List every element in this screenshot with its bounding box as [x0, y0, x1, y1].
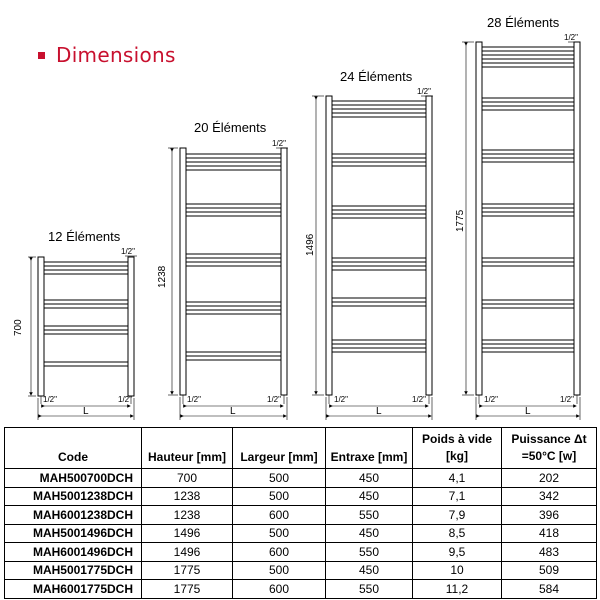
cell-poids: 9,5 [413, 543, 502, 562]
cell-poids: 11,2 [413, 580, 502, 599]
cell-entraxe: 450 [326, 524, 413, 543]
radiator-12-elements [13, 229, 137, 420]
cell-puissance: 396 [502, 506, 597, 525]
cell-largeur: 500 [233, 561, 326, 580]
cell-largeur: 500 [233, 469, 326, 488]
width-label: L [525, 406, 531, 417]
cell-hauteur: 1238 [142, 506, 233, 525]
cell-largeur: 500 [233, 524, 326, 543]
header-largeur: Largeur [mm] [233, 428, 326, 469]
pipe-left-label: 1/2" [334, 395, 348, 404]
cell-largeur: 600 [233, 543, 326, 562]
cell-code: MAH5001775DCH [5, 561, 142, 580]
cell-code: MAH6001775DCH [5, 580, 142, 599]
header-poids-line1: Poids à vide [421, 432, 493, 446]
cell-largeur: 500 [233, 487, 326, 506]
cell-entraxe: 450 [326, 469, 413, 488]
pipe-right-label: 1/2" [118, 395, 132, 404]
pipe-top-label: 1/2" [121, 247, 135, 256]
cell-hauteur: 700 [142, 469, 233, 488]
table-row [5, 524, 597, 543]
radiator-24-elements [305, 69, 433, 420]
cell-code: MAH5001496DCH [5, 524, 142, 543]
height-label: 1775 [455, 209, 466, 232]
width-label: L [230, 406, 236, 417]
header-poids-line2: [kg] [446, 449, 468, 463]
cell-largeur: 600 [233, 580, 326, 599]
cell-hauteur: 1496 [142, 543, 233, 562]
pipe-right-label: 1/2" [560, 395, 574, 404]
cell-puissance: 202 [502, 469, 597, 488]
header-poids [413, 428, 502, 469]
tube-bars [332, 101, 426, 352]
elements-label: 12 Éléments [48, 229, 121, 244]
header-entraxe: Entraxe [mm] [326, 428, 413, 469]
cell-puissance: 483 [502, 543, 597, 562]
width-label: L [376, 406, 382, 417]
cell-poids: 7,9 [413, 506, 502, 525]
tube-bars [44, 262, 128, 366]
header-hauteur: Hauteur [mm] [142, 428, 233, 469]
table-row [5, 469, 597, 488]
cell-poids: 8,5 [413, 524, 502, 543]
cell-puissance: 584 [502, 580, 597, 599]
pipe-left-label: 1/2" [187, 395, 201, 404]
cell-poids: 4,1 [413, 469, 502, 488]
table-row [5, 487, 597, 506]
section-heading-text: Dimensions [56, 43, 176, 67]
tube-bars [482, 47, 574, 352]
cell-entraxe: 550 [326, 580, 413, 599]
specifications-table [4, 427, 597, 599]
cell-hauteur: 1775 [142, 561, 233, 580]
table-header-row [5, 428, 597, 469]
cell-hauteur: 1775 [142, 580, 233, 599]
cell-poids: 10 [413, 561, 502, 580]
cell-hauteur: 1238 [142, 487, 233, 506]
header-puissance-line2: =50°C [w] [521, 449, 577, 463]
cell-hauteur: 1496 [142, 524, 233, 543]
height-label: 700 [13, 319, 24, 336]
elements-label: 28 Éléments [487, 15, 560, 30]
header-puissance-line1: Puissance Δt [511, 432, 587, 446]
cell-code: MAH5001238DCH [5, 487, 142, 506]
cell-entraxe: 450 [326, 561, 413, 580]
cell-puissance: 342 [502, 487, 597, 506]
header-code: Code [5, 428, 142, 469]
table-row [5, 580, 597, 599]
pipe-top-label: 1/2" [272, 139, 286, 148]
pipe-right-label: 1/2" [267, 395, 281, 404]
pipe-left-label: 1/2" [43, 395, 57, 404]
radiator-20-elements [157, 120, 288, 420]
table-row [5, 506, 597, 525]
table-row [5, 543, 597, 562]
tube-bars [186, 154, 281, 360]
pipe-top-label: 1/2" [564, 33, 578, 42]
pipe-top-label: 1/2" [417, 87, 431, 96]
cell-entraxe: 550 [326, 506, 413, 525]
cell-puissance: 418 [502, 524, 597, 543]
cell-largeur: 600 [233, 506, 326, 525]
cell-poids: 7,1 [413, 487, 502, 506]
radiator-28-elements [455, 15, 580, 420]
cell-entraxe: 450 [326, 487, 413, 506]
header-puissance [502, 428, 597, 469]
cell-entraxe: 550 [326, 543, 413, 562]
cell-code: MAH500700DCH [5, 469, 142, 488]
width-label: L [83, 406, 89, 417]
table-row [5, 561, 597, 580]
cell-code: MAH6001496DCH [5, 543, 142, 562]
height-label: 1496 [305, 233, 316, 256]
cell-puissance: 509 [502, 561, 597, 580]
pipe-left-label: 1/2" [484, 395, 498, 404]
elements-label: 20 Éléments [194, 120, 267, 135]
cell-code: MAH6001238DCH [5, 506, 142, 525]
pipe-right-label: 1/2" [412, 395, 426, 404]
height-label: 1238 [157, 265, 168, 288]
elements-label: 24 Éléments [340, 69, 413, 84]
